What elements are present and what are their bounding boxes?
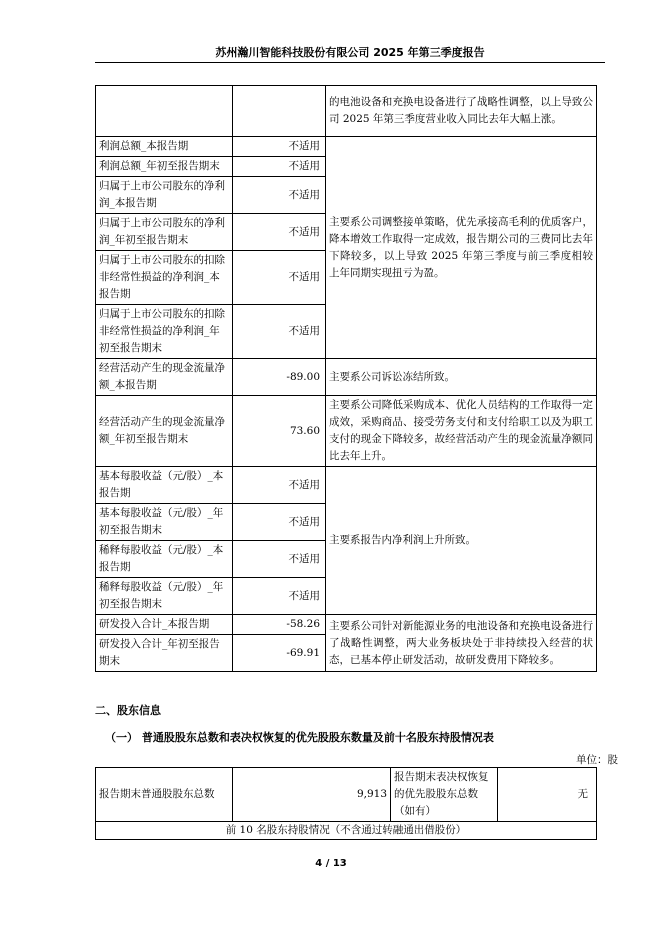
label-cell: 报告期末表决权恢复的优先股股东总数（如有） [391,768,498,822]
subsection-title: （一） 普通股股东总数和表决权恢复的优先股股东数量及前十名股东持股情况表 [105,731,494,744]
item-cell: 归属于上市公司股东的净利润_年初至报告期末 [96,214,233,251]
item-cell: 基本每股收益（元/股）_年初至报告期末 [96,504,233,541]
table-row [96,822,597,840]
item-cell: 研发投入合计_本报告期 [96,615,233,635]
value-cell: 不适用 [233,578,326,615]
value-cell: 不适用 [233,214,326,251]
page-number: 4 / 13 [315,858,347,869]
shareholder-table [95,767,597,840]
item-cell: 基本每股收益（元/股）_本报告期 [96,467,233,504]
value-cell: 不适用 [233,504,326,541]
table-row [96,137,597,157]
value-cell: -69.91 [233,635,326,672]
value-cell: 无 [498,768,597,822]
item-cell: 稀释每股收益（元/股）_本报告期 [96,541,233,578]
table-cell-empty [233,86,326,137]
header-divider [95,62,605,63]
table-row [96,768,597,822]
item-cell: 归属于上市公司股东的扣除非经常性损益的净利润_年初至报告期末 [96,305,233,359]
label-cell: 报告期末普通股股东总数 [96,768,233,822]
value-cell: 73.60 [233,396,326,467]
reason-cell: 主要系公司降低采购成本、优化人员结构的工作取得一定成效，采购商品、接受劳务支付和支付给职工以及为职工支付的现金下降较多，故经营活动产生的现金流量净额同比去年上升。 [326,396,597,467]
value-cell: 不适用 [233,137,326,157]
value-cell: 不适用 [233,251,326,305]
value-cell: -89.00 [233,359,326,396]
table-row [96,615,597,635]
reason-cell: 主要系公司针对新能源业务的电池设备和充换电设备进行了战略性调整，两大业务板块处于非持续投入经营的状态，已基本停止研发活动，故研发费用下降较多。 [326,615,597,672]
value-cell: 不适用 [233,467,326,504]
value-cell: 9,913 [233,768,391,822]
page-header: 苏州瀚川智能科技股份有限公司 2025 年第三季度报告 [215,46,485,59]
item-cell: 归属于上市公司股东的净利润_本报告期 [96,177,233,214]
reason-cell: 主要系公司诉讼冻结所致。 [326,359,597,396]
table-row [96,396,597,467]
item-cell: 经营活动产生的现金流量净额_年初至报告期末 [96,396,233,467]
table-row [96,86,597,137]
item-cell: 归属于上市公司股东的扣除非经常性损益的净利润_本报告期 [96,251,233,305]
value-cell: 不适用 [233,541,326,578]
item-cell: 利润总额_本报告期 [96,137,233,157]
reason-cell: 主要系公司调整接单策略，优先承接高毛利的优质客户，降本增效工作取得一定成效，报告期公司的三费同比去年下降较多，以上导致 2025 年第三季度与前三季度相较上年同期实现扭亏为盈。 [326,137,597,359]
item-cell: 经营活动产生的现金流量净额_本报告期 [96,359,233,396]
table-cell-empty [96,86,233,137]
reason-cell: 主要系报告内净利润上升所致。 [326,467,597,615]
value-cell: 不适用 [233,305,326,359]
unit-label: 单位：股 [576,754,618,766]
reason-cell: 的电池设备和充换电设备进行了战略性调整，以上导致公司 2025 年第三季度营业收入同比去年大幅上涨。 [326,86,597,137]
table-row [96,467,597,504]
value-cell: -58.26 [233,615,326,635]
value-cell: 不适用 [233,177,326,214]
financial-change-table [95,85,597,672]
section-title: 二、股东信息 [95,704,161,717]
top10-caption: 前 10 名股东持股情况（不含通过转融通出借股份） [96,822,597,840]
item-cell: 研发投入合计_年初至报告期末 [96,635,233,672]
item-cell: 稀释每股收益（元/股）_年初至报告期末 [96,578,233,615]
table-row [96,359,597,396]
value-cell: 不适用 [233,157,326,177]
item-cell: 利润总额_年初至报告期末 [96,157,233,177]
